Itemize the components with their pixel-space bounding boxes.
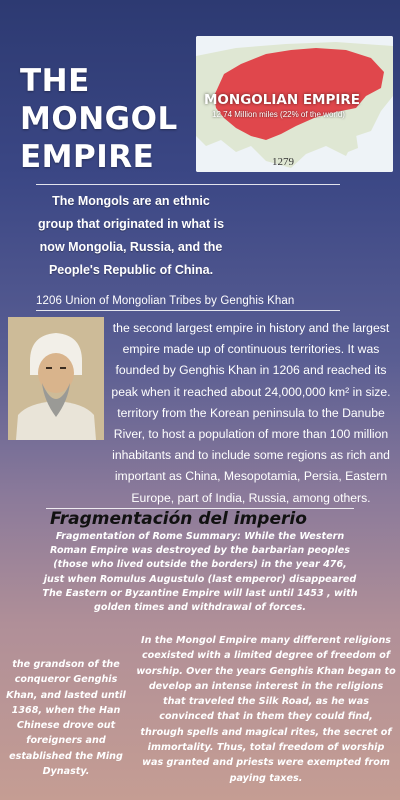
empire-map-image (196, 36, 393, 172)
portrait-eye (46, 367, 52, 369)
map-title: MONGOLIAN EMPIRE (204, 92, 361, 108)
fragmentation-text: Fragmentation of Rome Summary: While the Western Roman Empire was destroyed by the barbarian peoples (those who lived outside the borders) in the year 476, just when Romulus Augustulo (last emperor) disappeared The Eastern or Byzantine Empire will last until 1453 , with golden times and withdrawal of forces. (42, 531, 358, 614)
map-subtitle: 12.74 Million miles (22% of the world) (212, 110, 345, 119)
fragmentation-heading: Fragmentación del imperio (50, 509, 307, 529)
intro-text: The Mongols are an ethnic group that originated in what is now Mongolia, Russia, and the People's Republic of China. (37, 194, 225, 277)
yuan-dynasty-text: the grandson of the conqueror Genghis Khan, and lasted until 1368, when the Han Chinese drove out foreigners and established the Ming Dynasty. (6, 659, 126, 778)
religion-text: In the Mongol Empire many different religions coexisted with a limited degree of freedom of worship. Over the years Genghis Khan began to develop an intense interest in the religions that traveled the Silk Road, as he was convinced that in them they could find, through spells and magical rites, the secret of immortality. Thus, total freedom of worship was granted and priests were exempted from paying taxes. (136, 635, 396, 784)
divider (36, 310, 340, 311)
empire-description: the second largest empire in history and the largest empire made up of continuous territories. It was founded by Genghis Khan in 1206 and reached its peak when it reached about 24,000,000 km² in size. territory from the Korean peninsula to the Danube River, to host a population of more than 100 million inhabitants and to include some regions as rich and important as China, Mesopotamia, Persia, Eastern Europe, part of India, Russia, among others. (111, 321, 391, 505)
map-year: 1279 (272, 156, 294, 168)
genghis-khan-portrait (8, 317, 104, 440)
page-title: THE MONGOL EMPIRE (20, 63, 178, 175)
portrait-graphic (8, 317, 104, 440)
section-label: 1206 Union of Mongolian Tribes by Genghis Khan (36, 295, 295, 307)
divider (36, 184, 340, 185)
portrait-eye (60, 367, 66, 369)
